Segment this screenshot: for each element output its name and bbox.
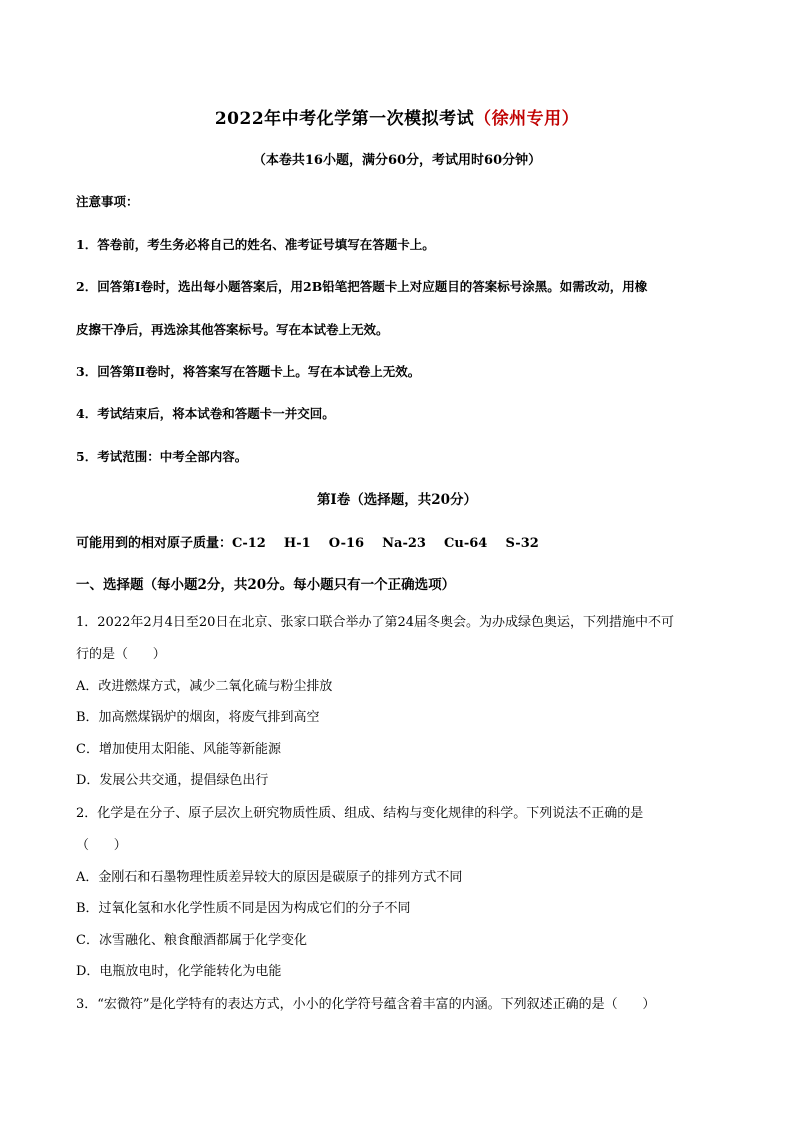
question-2-stem: （ ） xyxy=(76,838,127,853)
question-1-option-b: B．加高燃煤锅炉的烟囱，将废气排到高空 xyxy=(76,710,320,725)
question-2-option-b: B．过氧化氢和水化学性质不同是因为构成它们的分子不同 xyxy=(76,901,411,916)
question-3-stem: 3．“宏微符”是化学特有的表达方式，小小的化学符号蕴含着丰富的内涵。下列叙述正确的是（ ） xyxy=(76,997,656,1012)
question-2-option-d: D．电瓶放电时，化学能转化为电能 xyxy=(76,964,282,979)
title-suffix: （徐州专用） xyxy=(474,109,580,129)
question-1-option-c: C．增加使用太阳能、风能等新能源 xyxy=(76,742,281,757)
note-item: 5．考试范围：中考全部内容。 xyxy=(76,449,248,464)
atomic-masses: 可能用到的相对原子质量：C-12 H-1 O-16 Na-23 Cu-64 S-32 xyxy=(76,536,539,551)
question-1-option-d: D．发展公共交通，提倡绿色出行 xyxy=(76,773,269,788)
title-main: 2022年中考化学第一次模拟考试 xyxy=(214,109,475,129)
question-1-option-a: A．改进燃煤方式，减少二氧化硫与粉尘排放 xyxy=(76,679,333,694)
question-1-stem: 1．2022年2月4日至20日在北京、张家口联合举办了第24届冬奥会。为办成绿色奥运，下列措施中不可 xyxy=(76,615,674,630)
question-2-option-a: A．金刚石和石墨物理性质差异较大的原因是碳原子的排列方式不同 xyxy=(76,870,463,885)
part-heading: 一、选择题（每小题2分，共20分。每小题只有一个正确选项） xyxy=(76,577,456,593)
note-item: 4．考试结束后，将本试卷和答题卡一并交回。 xyxy=(76,406,335,421)
page-title xyxy=(0,104,794,129)
exam-subtitle: （本卷共16小题，满分60分，考试用时60分钟） xyxy=(252,153,542,168)
question-1-stem: 行的是（ ） xyxy=(76,647,166,662)
question-2-option-c: C．冰雪融化、粮食酿酒都属于化学变化 xyxy=(76,933,307,948)
section-title: 第Ⅰ卷（选择题，共20分） xyxy=(316,492,478,508)
note-item: 2．回答第Ⅰ卷时，选出每小题答案后，用2B铅笔把答题卡上对应题目的答案标号涂黑。如需改动，用橡 xyxy=(76,279,648,294)
notes-heading: 注意事项： xyxy=(76,194,139,209)
note-item: 皮擦干净后，再选涂其他答案标号。写在本试卷上无效。 xyxy=(76,322,389,337)
question-2-stem: 2．化学是在分子、原子层次上研究物质性质、组成、结构与变化规律的科学。下列说法不正确的是 xyxy=(76,806,644,821)
note-item: 3．回答第Ⅱ卷时，将答案写在答题卡上。写在本试卷上无效。 xyxy=(76,364,421,379)
note-item: 1．答卷前，考生务必将自己的姓名、准考证号填写在答题卡上。 xyxy=(76,237,435,252)
